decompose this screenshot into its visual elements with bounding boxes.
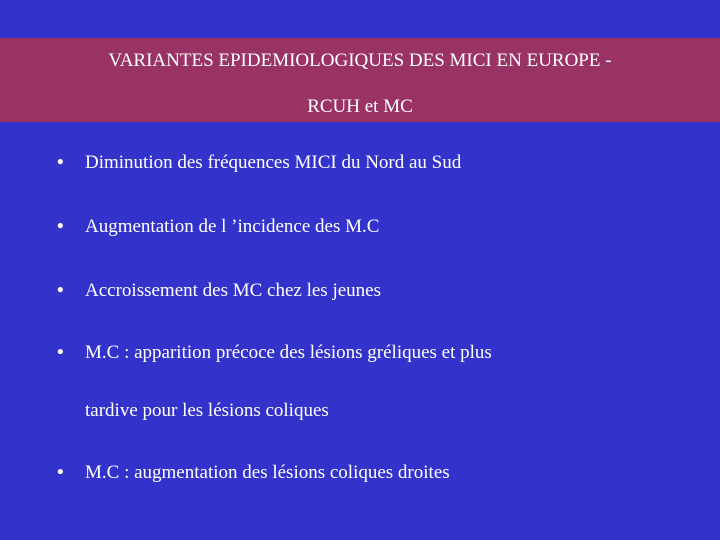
bullet-marker: • <box>57 280 64 301</box>
bullet-3-text: Accroissement des MC chez les jeunes <box>85 280 381 301</box>
bullet-marker: • <box>57 342 64 363</box>
bullet-marker: • <box>57 152 64 173</box>
bullet-marker: • <box>57 462 64 483</box>
bullet-1-text: Diminution des fréquences MICI du Nord au Sud <box>85 152 462 173</box>
bullet-4-text: M.C : apparition précoce des lésions gréliques et plus <box>85 342 492 363</box>
slide-title-line-1: VARIANTES EPIDEMIOLOGIQUES DES MICI EN EUROPE - <box>108 50 612 71</box>
bullet-2-text: Augmentation de l ’incidence des M.C <box>85 216 380 237</box>
bullet-4-continuation: tardive pour les lésions coliques <box>85 400 329 421</box>
slide-title-line-2: RCUH et MC <box>307 96 413 117</box>
bullet-5-text: M.C : augmentation des lésions coliques droites <box>85 462 450 483</box>
bullet-marker: • <box>57 216 64 237</box>
